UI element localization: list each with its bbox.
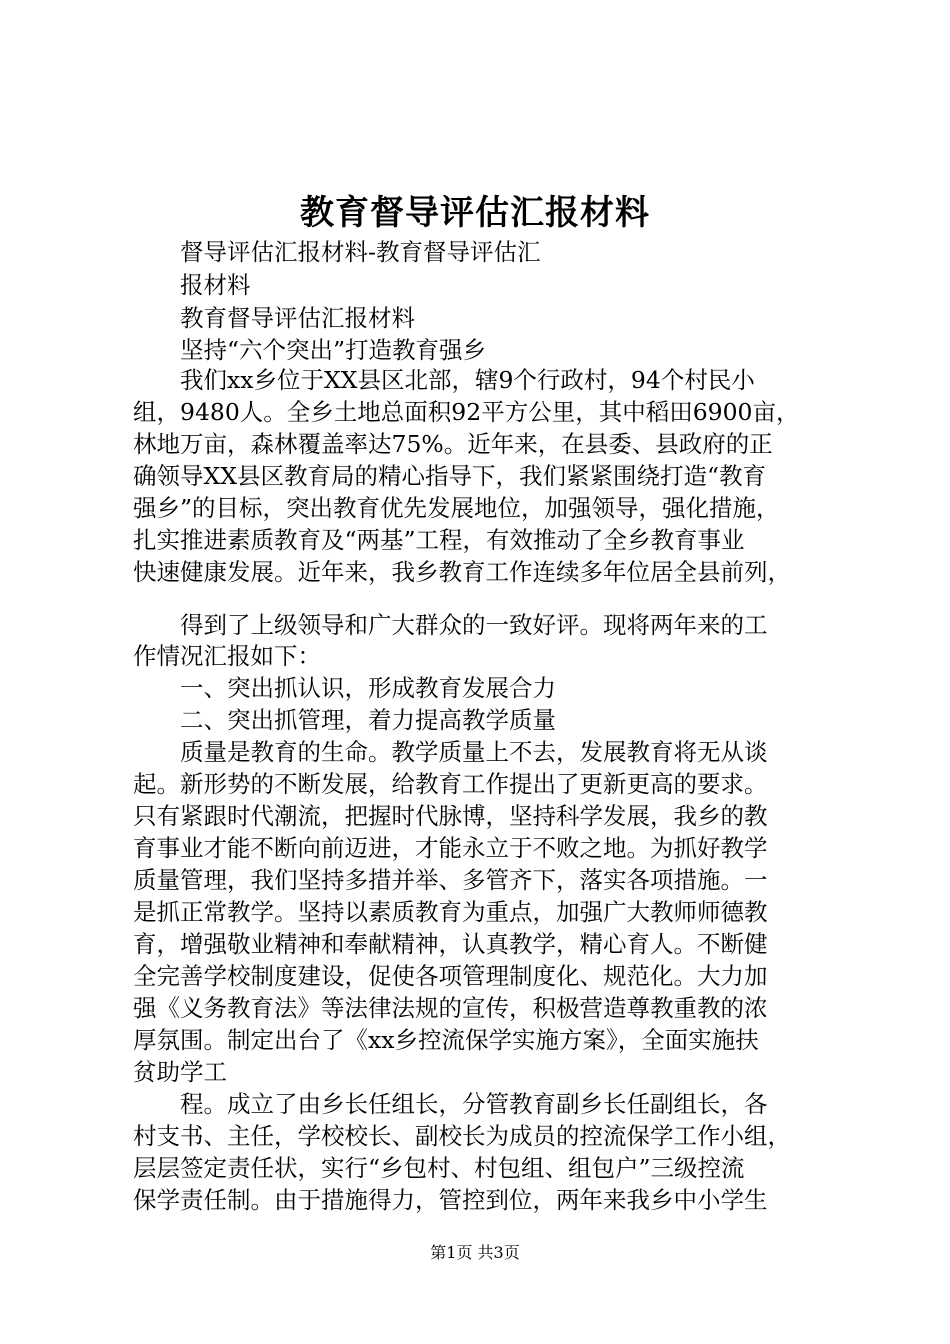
subtitle-line: 报材料 xyxy=(180,271,251,299)
paragraph-line: 我们xx乡位于XX县区北部，辖9个行政村，94个村民小 xyxy=(180,366,755,394)
paragraph-line: 质量是教育的生命。教学质量上不去，发展教育将无从谈 xyxy=(180,738,768,766)
document-title: 教育督导评估汇报材料 xyxy=(300,193,650,233)
heading-line: 教育督导评估汇报材料 xyxy=(180,304,415,332)
page-footer: 第1页 共3页 xyxy=(430,1243,520,1262)
paragraph-line: 只有紧跟时代潮流，把握时代脉博，坚持科学发展，我乡的教 xyxy=(133,802,768,830)
paragraph-line: 层层签定责任状，实行“乡包村、村包组、组包户”三级控流 xyxy=(133,1154,745,1182)
paragraph-line: 起。新形势的不断发展，给教育工作提出了更新更高的要求。 xyxy=(133,770,768,798)
paragraph-line: 贫助学工 xyxy=(133,1058,227,1086)
paragraph-line: 是抓正常教学。坚持以素质教育为重点，加强广大教师师德教 xyxy=(133,898,768,926)
paragraph-line: 程。成立了由乡长任组长，分管教育副乡长任副组长，各 xyxy=(180,1090,768,1118)
paragraph-line: 强乡”的目标，突出教育优先发展地位，加强领导，强化措施， xyxy=(133,494,780,522)
paragraph-line: 保学责任制。由于措施得力，管控到位，两年来我乡中小学生 xyxy=(133,1186,768,1214)
section-heading: 二、突出抓管理，着力提高教学质量 xyxy=(180,706,556,734)
paragraph-line: 快速健康发展。近年来，我乡教育工作连续多年位居全县前列， xyxy=(133,558,791,586)
paragraph-line: 扎实推进素质教育及“两基”工程，有效推动了全乡教育事业 xyxy=(133,526,745,554)
paragraph-line: 全完善学校制度建设，促使各项管理制度化、规范化。大力加 xyxy=(133,962,768,990)
paragraph-line: 厚氛围。制定出台了《xx乡控流保学实施方案》，全面实施扶 xyxy=(133,1026,759,1054)
paragraph-line: 林地万亩，森林覆盖率达75%。近年来，在县委、县政府的正 xyxy=(133,430,773,458)
subtitle-line: 督导评估汇报材料-教育督导评估汇 xyxy=(180,238,541,266)
paragraph-line: 组，9480人。全乡土地总面积92平方公里，其中稻田6900亩， xyxy=(133,398,800,426)
paragraph-line: 村支书、主任，学校校长、副校长为成员的控流保学工作小组， xyxy=(133,1122,791,1150)
heading-line: 坚持“六个突出”打造教育强乡 xyxy=(180,336,487,364)
paragraph-line: 强《义务教育法》等法律法规的宣传，积极营造尊教重教的浓 xyxy=(133,994,768,1022)
paragraph-line: 得到了上级领导和广大群众的一致好评。现将两年来的工 xyxy=(180,611,768,639)
paragraph-line: 作情况汇报如下： xyxy=(133,642,321,670)
paragraph-line: 确领导XX县区教育局的精心指导下，我们紧紧围绕打造“教育 xyxy=(133,462,766,490)
paragraph-line: 育事业才能不断向前迈进，才能永立于不败之地。为抓好教学 xyxy=(133,834,768,862)
section-heading: 一、突出抓认识，形成教育发展合力 xyxy=(180,674,556,702)
paragraph-line: 质量管理，我们坚持多措并举、多管齐下，落实各项措施。一 xyxy=(133,866,768,894)
paragraph-line: 育，增强敬业精神和奉献精神，认真教学，精心育人。不断健 xyxy=(133,930,768,958)
